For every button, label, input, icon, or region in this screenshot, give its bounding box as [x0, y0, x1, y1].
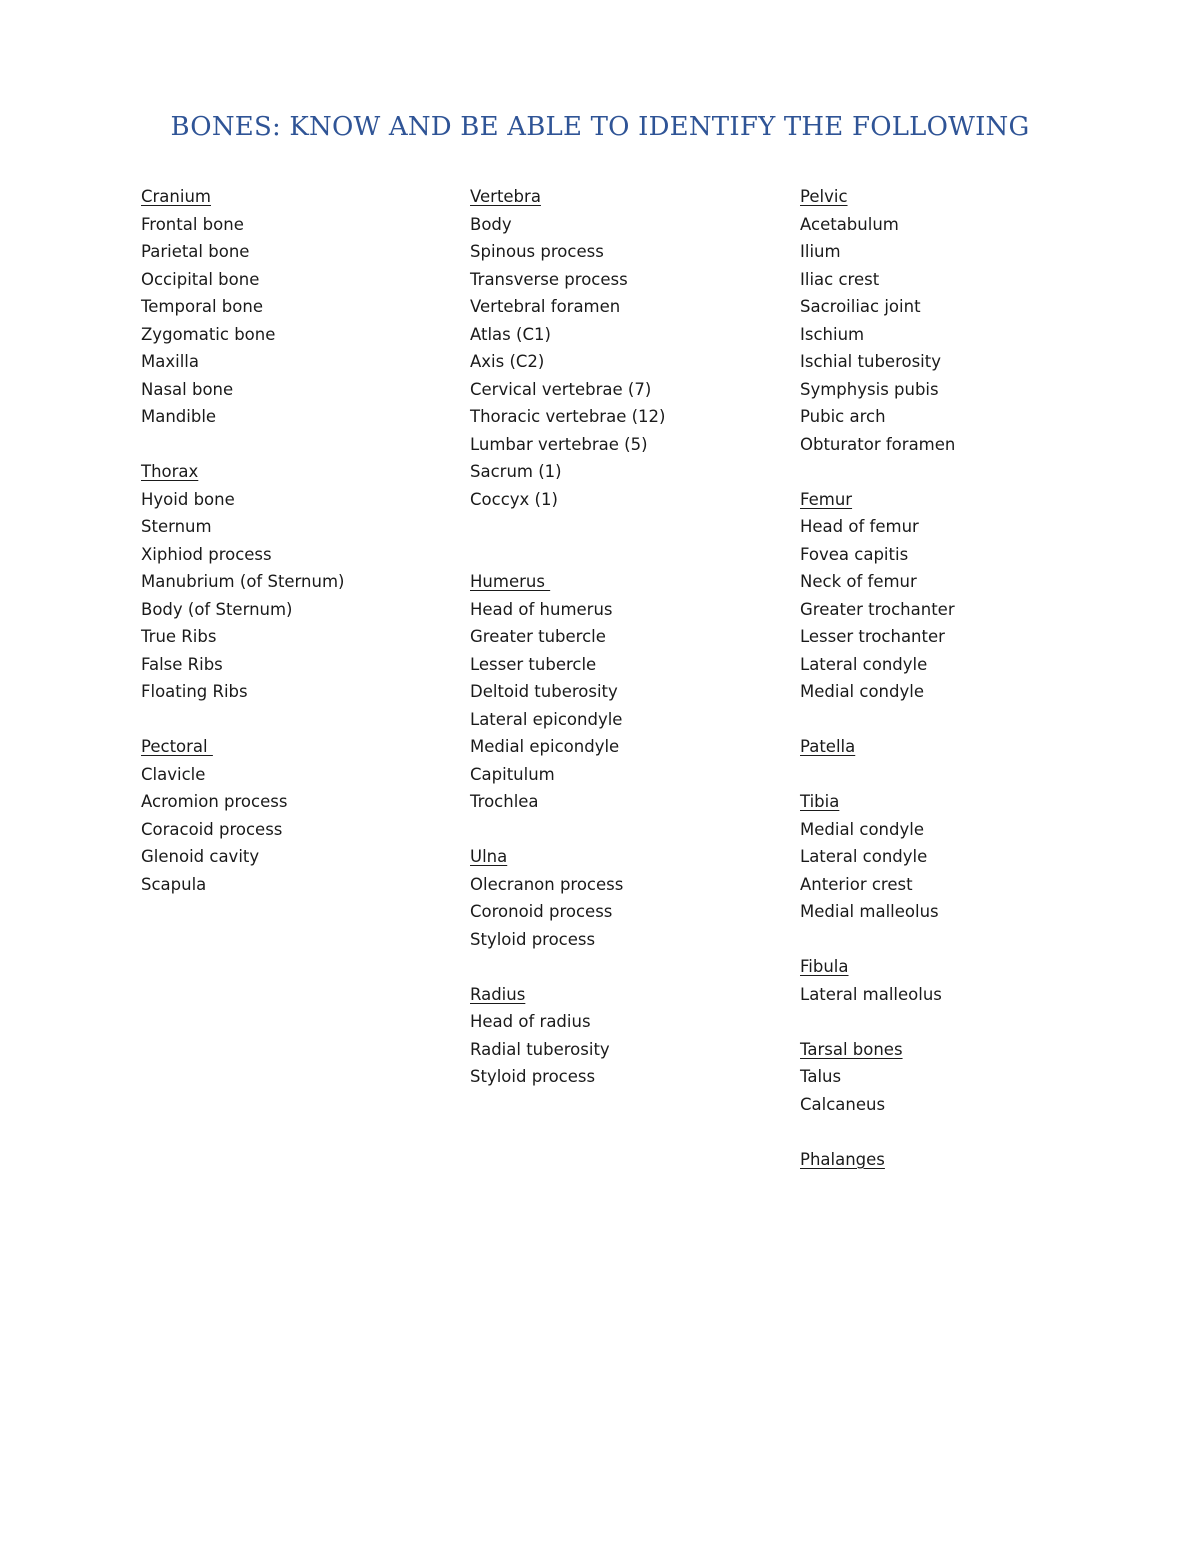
list-item: Head of humerus — [470, 599, 613, 619]
list-item: Mandible — [141, 407, 217, 426]
list-item: False Ribs — [141, 654, 223, 674]
list-item: Greater trochanter — [800, 599, 955, 619]
blank-line — [141, 431, 461, 459]
blank-line — [800, 1008, 1160, 1036]
section-heading: Patella — [800, 737, 856, 756]
list-item: True Ribs — [141, 627, 217, 646]
list-item: Frontal bone — [141, 214, 244, 234]
blank-line — [800, 458, 1160, 486]
list-item: Body (of Sternum) — [141, 599, 293, 619]
list-item: Iliac crest — [800, 269, 880, 289]
list-item: Atlas (C1) — [470, 324, 551, 344]
list-item: Deltoid tuberosity — [470, 682, 618, 701]
list-item: Olecranon process — [470, 874, 624, 894]
list-item: Hyoid bone — [141, 489, 235, 509]
list-item: Symphysis pubis — [800, 379, 939, 399]
list-item: Medial malleolus — [800, 902, 939, 921]
blank-line — [470, 541, 790, 569]
list-item: Transverse process — [470, 269, 628, 289]
list-item: Lesser tubercle — [470, 654, 597, 674]
list-item: Greater tubercle — [470, 627, 606, 646]
column-pelvis-leg — [800, 183, 1160, 1173]
list-item: Vertebral foramen — [470, 297, 621, 316]
list-item: Styloid process — [470, 929, 596, 949]
list-item: Lesser trochanter — [800, 627, 945, 646]
list-item: Lateral condyle — [800, 654, 928, 674]
list-item: Scapula — [141, 874, 207, 894]
list-item: Axis (C2) — [470, 352, 545, 371]
list-item: Occipital bone — [141, 269, 260, 289]
list-item: Lateral malleolus — [800, 984, 942, 1004]
blank-line — [800, 706, 1160, 734]
list-item: Trochlea — [470, 792, 539, 811]
list-item: Zygomatic bone — [141, 324, 276, 344]
list-item: Obturator foramen — [800, 434, 956, 454]
list-item: Ischium — [800, 324, 865, 344]
list-item: Lateral condyle — [800, 847, 928, 866]
list-item: Lateral epicondyle — [470, 709, 623, 729]
list-item: Medial epicondyle — [470, 737, 620, 756]
section-heading: Radius — [470, 984, 526, 1004]
section-heading: Vertebra — [470, 187, 541, 206]
list-item: Xiphiod process — [141, 544, 272, 564]
list-item: Sacrum (1) — [470, 462, 562, 481]
list-item: Glenoid cavity — [141, 847, 260, 866]
section-heading: Tibia — [800, 792, 840, 811]
list-item: Spinous process — [470, 242, 604, 261]
list-item: Acetabulum — [800, 214, 899, 234]
blank-line — [800, 1118, 1160, 1146]
list-item: Talus — [800, 1067, 842, 1086]
list-item: Manubrium (of Sternum) — [141, 572, 345, 591]
section-heading: Ulna — [470, 847, 508, 866]
list-item: Styloid process — [470, 1067, 596, 1086]
page-title: BONES: KNOW AND BE ABLE TO IDENTIFY THE FOLLOWING — [170, 112, 1030, 142]
blank-line — [470, 953, 790, 981]
list-item: Head of radius — [470, 1012, 591, 1031]
list-item: Fovea capitis — [800, 544, 909, 564]
section-heading: Humerus — [470, 572, 551, 591]
list-item: Radial tuberosity — [470, 1039, 610, 1059]
list-item: Lumbar vertebrae (5) — [470, 434, 648, 454]
list-item: Coronoid process — [470, 902, 613, 921]
column-vertebra-arm — [470, 183, 790, 1091]
list-item: Nasal bone — [141, 379, 234, 399]
blank-line — [800, 926, 1160, 954]
blank-line — [470, 816, 790, 844]
section-heading: Phalanges — [800, 1149, 885, 1169]
list-item: Cervical vertebrae (7) — [470, 379, 652, 399]
list-item: Floating Ribs — [141, 682, 248, 701]
list-item: Coccyx (1) — [470, 489, 558, 509]
list-item: Capitulum — [470, 764, 555, 784]
list-item: Clavicle — [141, 764, 206, 784]
list-item: Temporal bone — [141, 297, 263, 316]
blank-line — [141, 706, 461, 734]
section-heading: Cranium — [141, 187, 211, 206]
section-heading: Tarsal bones — [800, 1039, 903, 1059]
list-item: Sacroiliac joint — [800, 297, 921, 316]
section-heading: Thorax — [141, 462, 199, 481]
list-item: Ilium — [800, 242, 841, 261]
section-heading: Pelvic — [800, 187, 848, 206]
list-item: Calcaneus — [800, 1094, 886, 1114]
list-item: Ischial tuberosity — [800, 352, 941, 371]
list-item: Head of femur — [800, 517, 919, 536]
list-item: Parietal bone — [141, 242, 250, 261]
list-item: Neck of femur — [800, 572, 917, 591]
list-item: Coracoid process — [141, 819, 283, 839]
blank-line — [800, 761, 1160, 789]
section-heading: Femur — [800, 489, 853, 509]
blank-line — [470, 513, 790, 541]
list-item: Medial condyle — [800, 682, 924, 701]
list-item: Sternum — [141, 517, 212, 536]
list-item: Body — [470, 214, 512, 234]
list-item: Anterior crest — [800, 874, 913, 894]
column-axial-skull-thorax-pectoral — [141, 183, 461, 898]
list-item: Maxilla — [141, 352, 199, 371]
section-heading: Pectoral — [141, 737, 213, 756]
section-heading: Fibula — [800, 957, 849, 976]
list-item: Acromion process — [141, 792, 288, 811]
list-item: Thoracic vertebrae (12) — [470, 407, 666, 426]
list-item: Pubic arch — [800, 407, 886, 426]
list-item: Medial condyle — [800, 819, 924, 839]
